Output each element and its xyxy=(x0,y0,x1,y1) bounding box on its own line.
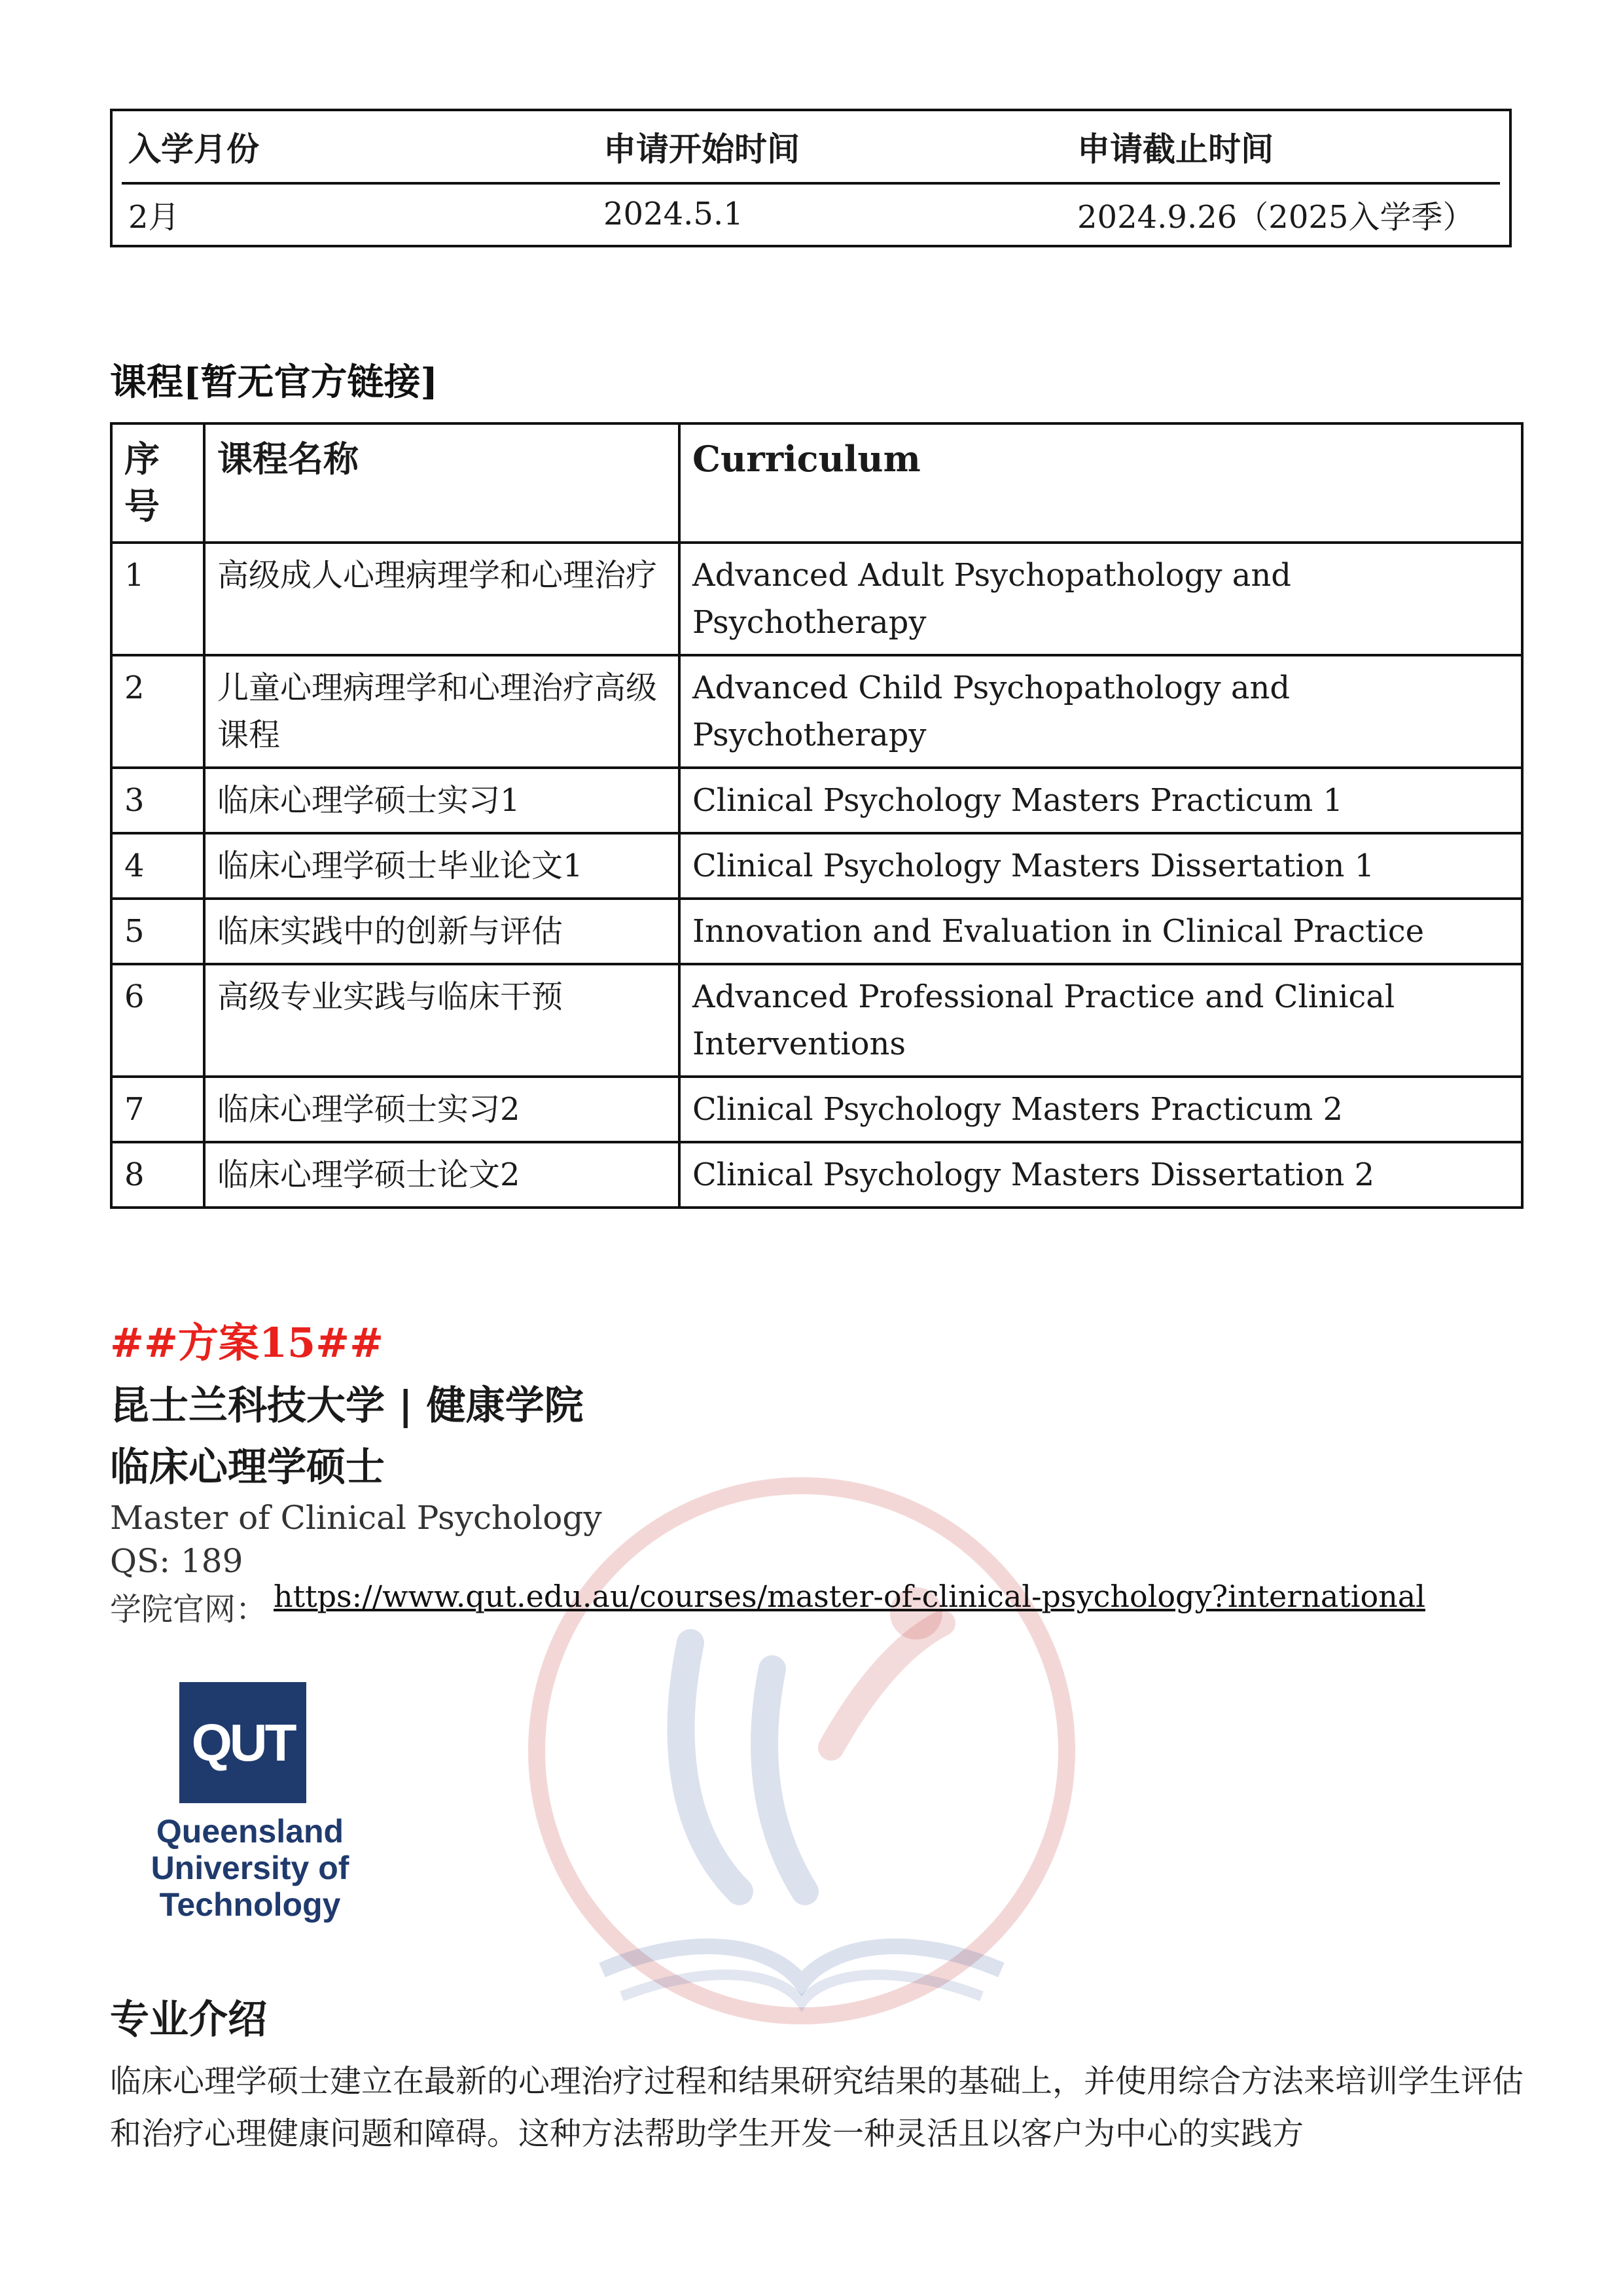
intake-header-open: 申请开始时间 xyxy=(603,130,800,168)
table-row xyxy=(111,768,1522,833)
table-row xyxy=(111,964,1522,1077)
header-name-cn: 课程名称 xyxy=(204,423,679,543)
intake-header-deadline: 申请截止时间 xyxy=(1077,130,1274,168)
course-name-en: Clinical Psychology Masters Practicum 2 xyxy=(679,1077,1522,1142)
course-name-en: Innovation and Evaluation in Clinical Practice xyxy=(679,899,1522,964)
intake-header-row xyxy=(122,111,1500,185)
course-number: 5 xyxy=(111,899,204,964)
qut-logo-name: Queensland University of Technology xyxy=(151,1813,349,1923)
course-name-en: Clinical Psychology Masters Practicum 1 xyxy=(679,768,1522,833)
course-name-en: Advanced Adult Psychopathology and Psychotherapy xyxy=(679,543,1522,655)
table-row xyxy=(111,655,1522,768)
table-row xyxy=(111,1142,1522,1208)
course-name-cn: 高级专业实践与临床干预 xyxy=(204,964,679,1077)
plan-title: ##方案15## xyxy=(110,1319,384,1367)
header-curriculum: Curriculum xyxy=(679,423,1522,543)
intake-deadline: 2024.9.26（2025入学季） xyxy=(1077,198,1474,236)
course-number: 1 xyxy=(111,543,204,655)
qut-logo xyxy=(113,1682,387,1944)
intake-table xyxy=(110,109,1512,247)
table-row xyxy=(111,1077,1522,1142)
course-number: 6 xyxy=(111,964,204,1077)
course-number: 2 xyxy=(111,655,204,768)
intake-month: 2月 xyxy=(128,198,180,236)
qut-logo-mark: QUT xyxy=(179,1682,306,1803)
university-name: 昆士兰科技大学 | 健康学院 xyxy=(110,1383,584,1429)
course-name-cn: 临床心理学硕士实习1 xyxy=(204,768,679,833)
course-name-cn: 高级成人心理病理学和心理治疗 xyxy=(204,543,679,655)
course-name-en: Clinical Psychology Masters Dissertation 1 xyxy=(679,833,1522,899)
course-name-cn: 临床心理学硕士实习2 xyxy=(204,1077,679,1142)
course-name-en: Advanced Professional Practice and Clinical Interventions xyxy=(679,964,1522,1077)
course-number: 8 xyxy=(111,1142,204,1208)
courses-header-row xyxy=(111,423,1522,543)
courses-heading: 课程[暂无官方链接] xyxy=(110,361,438,404)
intake-open-date: 2024.5.1 xyxy=(603,196,743,232)
table-row xyxy=(111,833,1522,899)
courses-table xyxy=(110,422,1524,1209)
course-name-en: Advanced Child Psychopathology and Psychotherapy xyxy=(679,655,1522,768)
website-link[interactable]: https://www.qut.edu.au/courses/master-of-clinical-psychology?international xyxy=(274,1579,1425,1614)
course-number: 3 xyxy=(111,768,204,833)
course-name-en: Clinical Psychology Masters Dissertation 2 xyxy=(679,1142,1522,1208)
table-row xyxy=(111,899,1522,964)
course-name-cn: 临床心理学硕士毕业论文1 xyxy=(204,833,679,899)
intro-text: 临床心理学硕士建立在最新的心理治疗过程和结果研究结果的基础上，并使用综合方法来培训学生评估和治疗心理健康问题和障碍。这种方法帮助学生开发一种灵活且以客户为中心的实践方 xyxy=(110,2063,1524,2152)
course-number: 4 xyxy=(111,833,204,899)
intake-data-row xyxy=(122,185,1500,243)
website-label: 学院官网： xyxy=(110,1591,268,1628)
header-number: 序号 xyxy=(111,423,204,543)
major-name-en: Master of Clinical Psychology xyxy=(110,1499,602,1537)
course-name-cn: 儿童心理病理学和心理治疗高级课程 xyxy=(204,655,679,768)
intro-heading: 专业介绍 xyxy=(110,1997,267,2043)
major-name-cn: 临床心理学硕士 xyxy=(110,1444,385,1490)
course-number: 7 xyxy=(111,1077,204,1142)
qs-ranking: QS: 189 xyxy=(110,1542,243,1580)
table-row xyxy=(111,543,1522,655)
course-name-cn: 临床实践中的创新与评估 xyxy=(204,899,679,964)
course-name-cn: 临床心理学硕士论文2 xyxy=(204,1142,679,1208)
watermark-logo-icon xyxy=(524,1473,1080,2029)
intake-header-month: 入学月份 xyxy=(128,130,259,168)
